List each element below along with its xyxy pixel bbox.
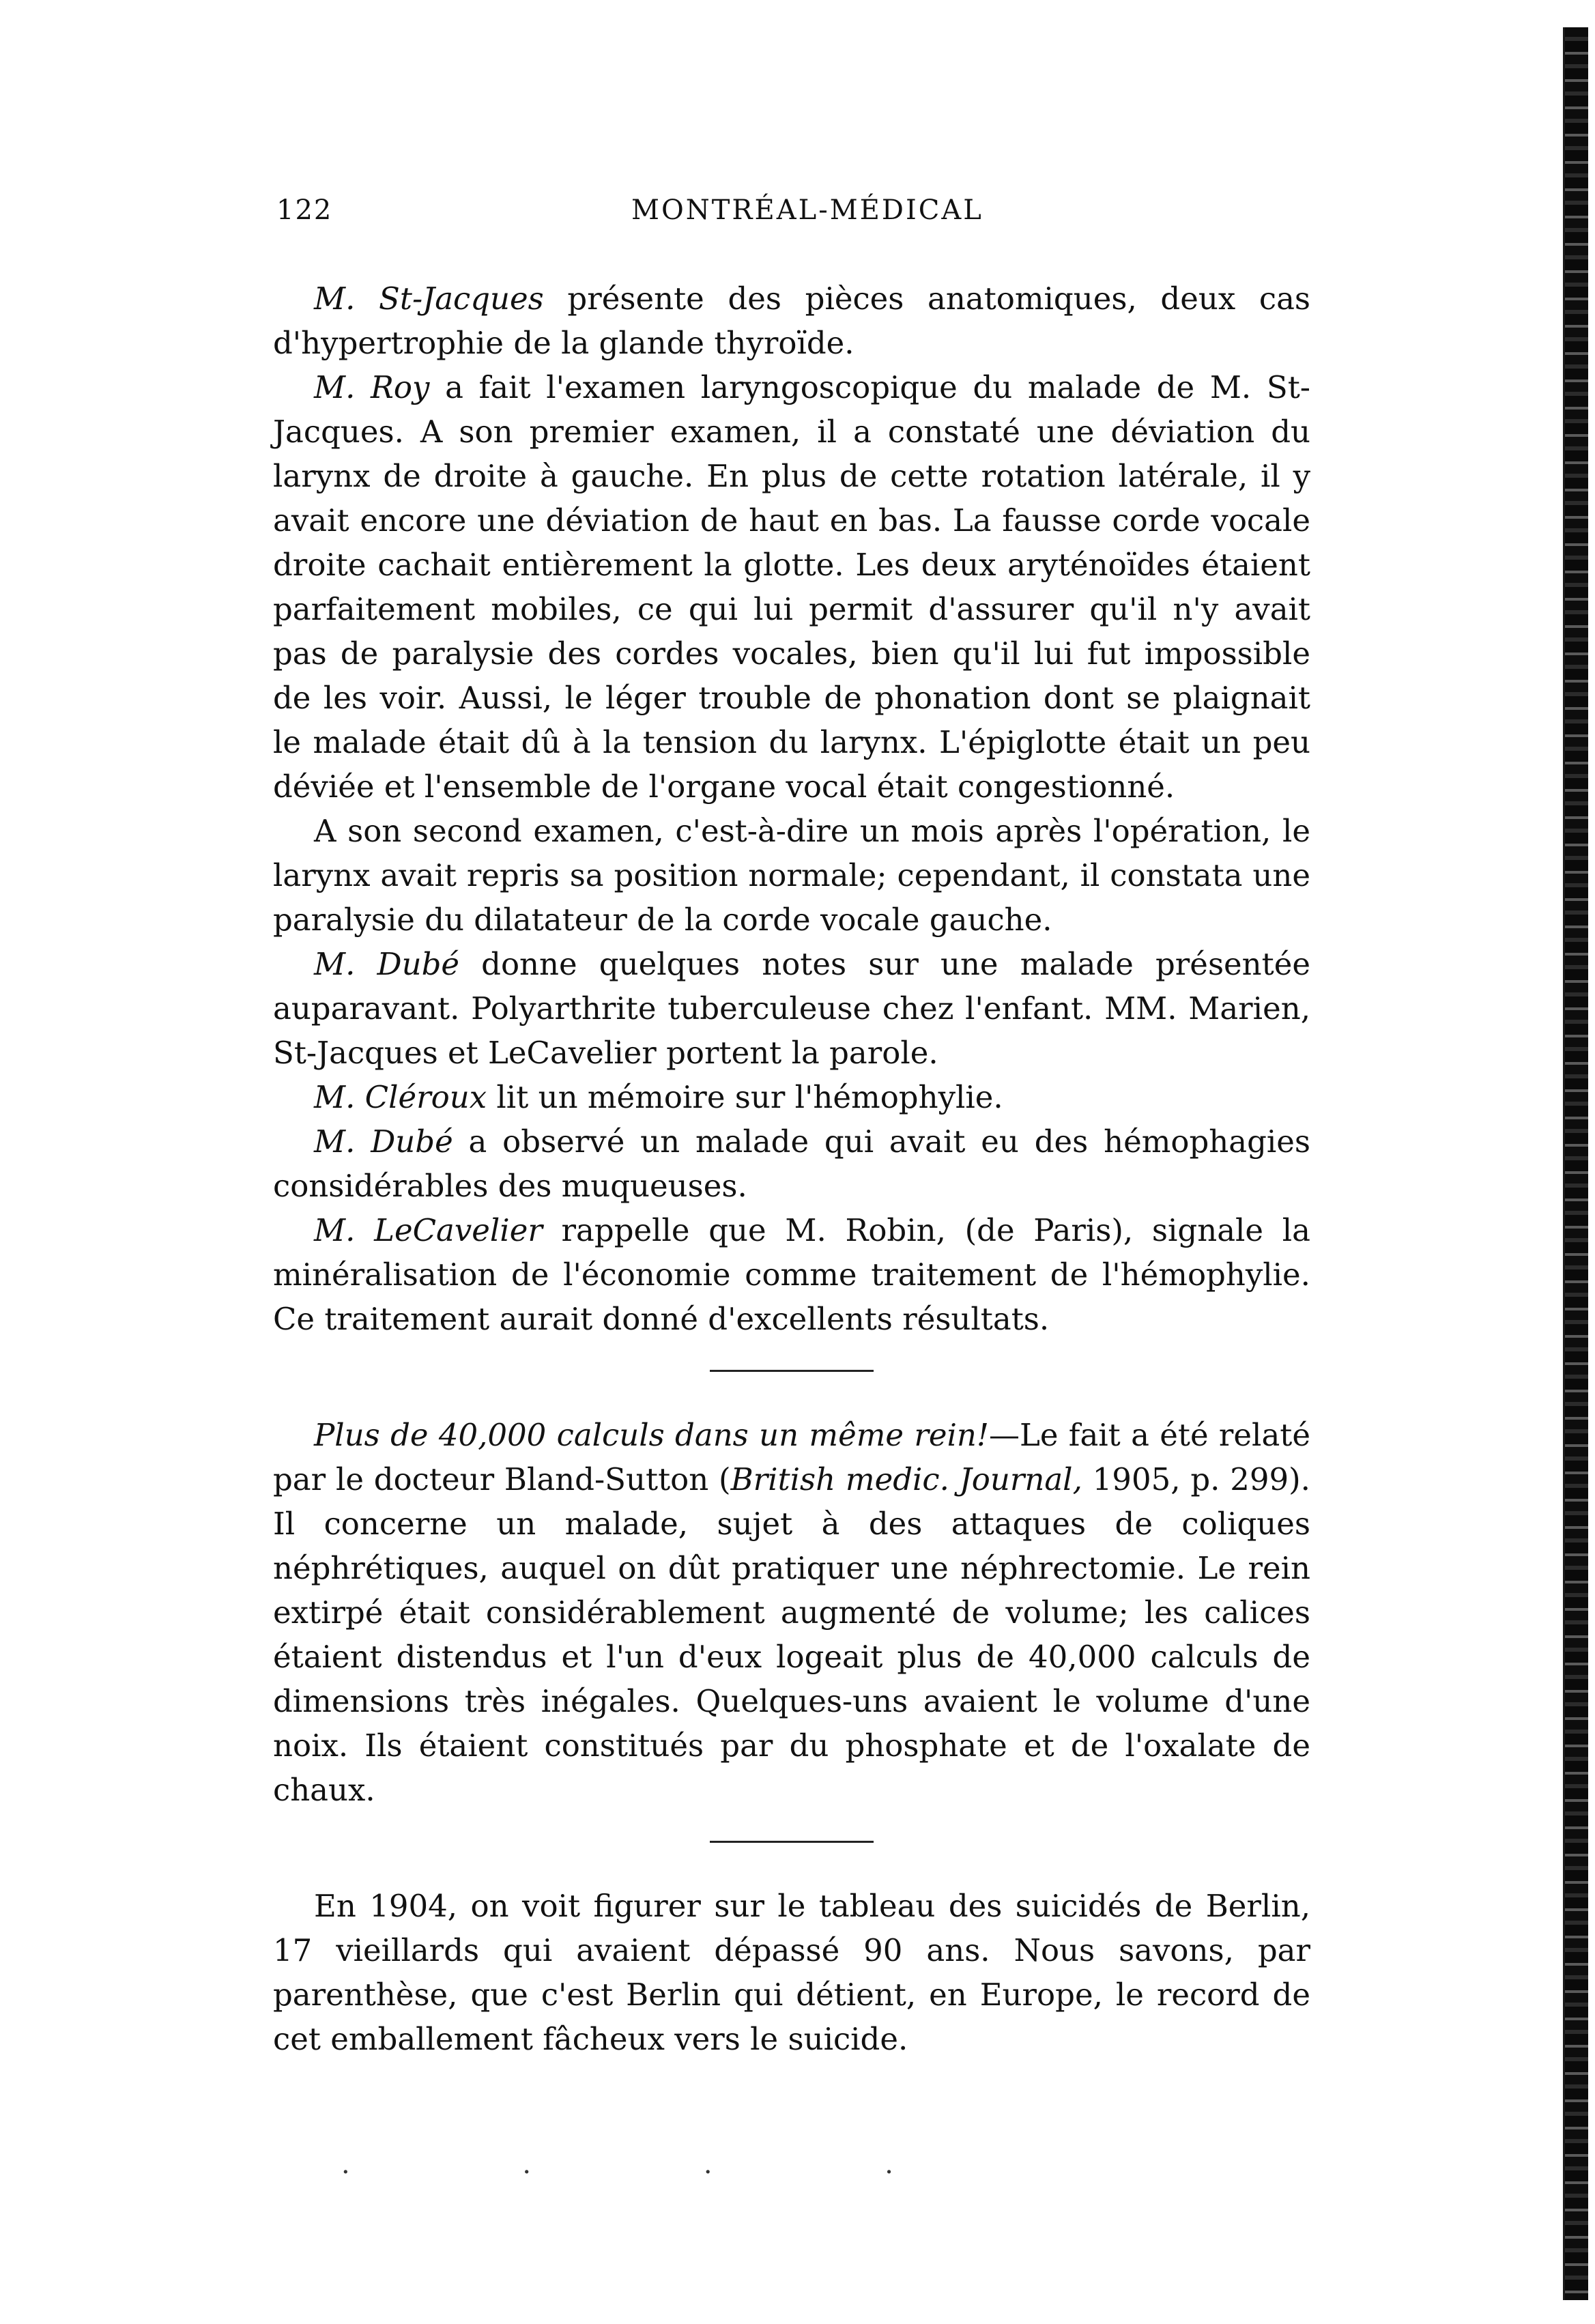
- speaker-name: M. LeCavelier: [314, 1212, 543, 1248]
- paragraph-dube-2: [273, 1119, 1310, 1208]
- paragraph-text: rappelle que M. Robin, (de Paris), signale la minéralisation de l'économie comme traitement de l'hémophylie. Ce traitement aurait donné d'excellents résultats.: [273, 1212, 1310, 1337]
- speaker-name: M. Roy: [314, 369, 430, 405]
- page-header: [276, 190, 1321, 231]
- paragraph-text: présente des pièces anatomiques, deux cas d'hypertrophie de la glande thyroïde.: [273, 281, 1310, 361]
- paragraph-st-jacques: [273, 276, 1310, 365]
- scan-specks: · · · ·: [341, 2157, 976, 2188]
- paragraph-lecavelier: [273, 1208, 1310, 1341]
- paragraph-second-exam: [273, 809, 1310, 942]
- page-body: [273, 276, 1310, 2061]
- paragraph-cleroux: [273, 1075, 1310, 1119]
- running-title: MONTRÉAL-MÉDICAL: [631, 195, 983, 226]
- calculs-intro: —Le fait a été relaté par le docteur Bland-Sutton (: [273, 1417, 1310, 1497]
- section-divider: [710, 1841, 874, 1843]
- calculs-title: Plus de 40,000 calculs dans un même rein!: [314, 1417, 989, 1453]
- calculs-text: 1905, p. 299). Il concerne un malade, sujet à des attaques de coliques néphrétiques, auquel on dût pratiquer une néphrectomie. Le rein extirpé était considérablement augmenté de volume; les calices étaient distendus et l'un d'eux logeait plus de 40,000 calculs de dimensions très inégales. Quelques-uns avaient le volume d'une noix. Ils étaient constitués par du phosphate et de l'oxalate de chaux.: [273, 1461, 1310, 1808]
- paragraph-suicides: [273, 1884, 1310, 2061]
- paragraph-text: a observé un malade qui avait eu des hémophagies considérables des muqueuses.: [273, 1123, 1310, 1204]
- page-binding-edge: [1563, 27, 1588, 2300]
- paragraph-calculs: [273, 1413, 1310, 1812]
- paragraph-text: lit un mémoire sur l'hémophylie.: [487, 1079, 1003, 1115]
- paragraph-text: donne quelques notes sur une malade présentée auparavant. Polyarthrite tuberculeuse chez l'enfant. MM. Marien, St-Jacques et LeCavelier portent la parole.: [273, 946, 1310, 1071]
- paragraph-dube-1: [273, 942, 1310, 1075]
- speaker-name: M. St-Jacques: [314, 281, 544, 317]
- speaker-name: M. Cléroux: [314, 1079, 487, 1115]
- paragraph-text: a fait l'examen laryngoscopique du malade de M. St-Jacques. A son premier examen, il a constaté une déviation du larynx de droite à gauche. En plus de cette rotation latérale, il y avait encore une déviation de haut en bas. La fausse corde vocale droite cachait entièrement la glotte. Les deux aryténoïdes étaient parfaitement mobiles, ce qui lui permit d'assurer qu'il n'y avait pas de paralysie des cordes vocales, bien qu'il lui fut impossible de les voir. Aussi, le léger trouble de phonation dont se plaignait le malade était dû à la tension du larynx. L'épiglotte était un peu déviée et l'ensemble de l'organe vocal était congestionné.: [273, 369, 1310, 805]
- speaker-name: M. Dubé: [314, 946, 460, 982]
- page-number: 122: [276, 195, 333, 226]
- paragraph-text: A son second examen, c'est-à-dire un mois après l'opération, le larynx avait repris sa position normale; cependant, il constata une paralysie du dilatateur de la corde vocale gauche.: [273, 813, 1310, 938]
- speaker-name: M. Dubé: [314, 1123, 453, 1160]
- suicides-text: En 1904, on voit figurer sur le tableau des suicidés de Berlin, 17 vieillards qui avaient dépassé 90 ans. Nous savons, par parenthèse, que c'est Berlin qui détient, en Europe, le record de cet emballement fâcheux vers le suicide.: [273, 1888, 1310, 2057]
- journal-title: British medic. Journal,: [730, 1461, 1082, 1497]
- section-divider: [710, 1370, 874, 1372]
- paragraph-roy: [273, 365, 1310, 809]
